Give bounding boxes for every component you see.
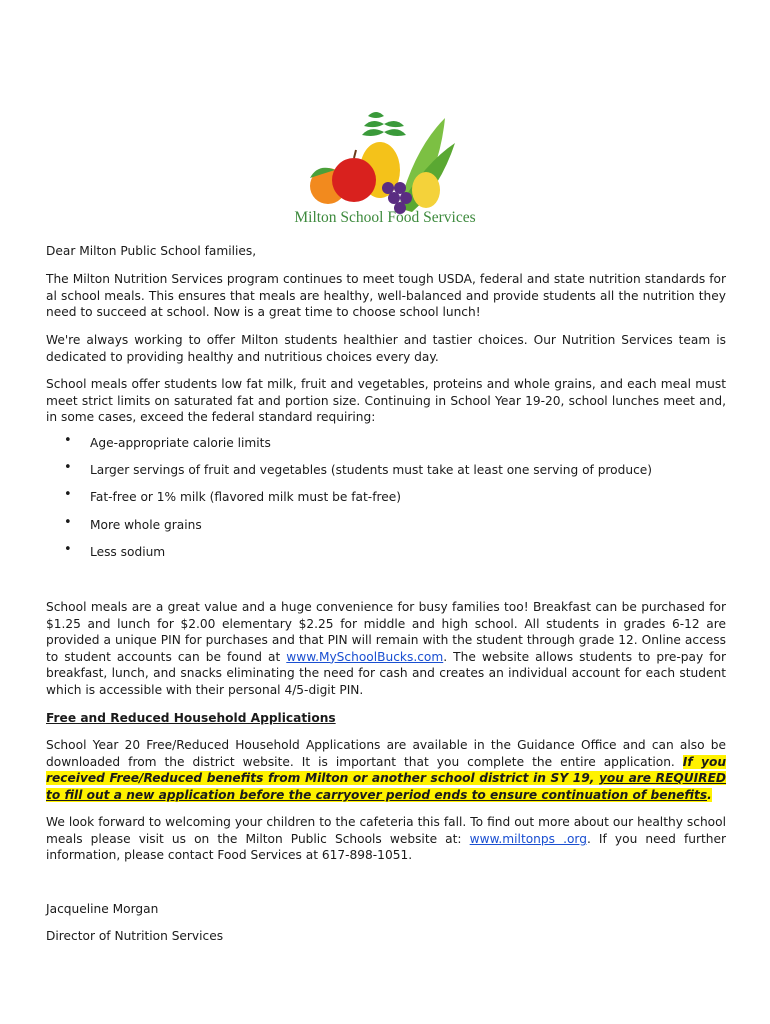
- paragraph-welcome: We look forward to welcoming your children to the cafeteria this fall. To find out more about our healthy school meals please visit us on the Milton Public Schools website at: www.miltonps .org. If you need further information, please contact Food Services at 617-898-1051.: [46, 815, 726, 863]
- paragraph-applications: School Year 20 Free/Reduced Household Applications are available in the Guidance Office and can also be downloaded from the district website. It is important that you complete the entire application. If you received Free/Reduced benefits from Milton or another school district in SY 19, you are REQUIRED to fill out a new application before the carryover period ends to ensure continuation of benefits.: [46, 738, 727, 802]
- letter-page: Milton School Food Services Dear Milton Public School families, The Milton Nutrition Services program continues to meet tough USDA, federal and state nutrition standards for al school meals. This ensures that meals are healthy, well-balanced and provide students all the nutrition they need to succeed at school. Now is a great time to choose school lunch! We're always working to offer Milton students healthier and tastier choices. Our Nutrition Services team is dedicated to providing healthy and nutritious choices every day. School meals offer students low fat milk, fruit and vegetables, proteins and whole grains, and each meal must meet strict limits on saturated fat and portion size. Continuing in School Year 19-20, school lunches meet and, in some cases, exceed the federal standard requiring: • Age-appropriate calorie limits • Larger servings of fruit and vegetables (students must take at least one serving of produce) • Fat-free or 1% milk (flavored milk must be fat-free) • More whole grains • Less sodium School meals are a great value and a huge convenience for busy families too! Breakfast can be purchased for $1.25 and lunch for $2.00 elementary $2.25 for middle and high school. All students in grades 6-12 are provided a unique PIN for purchases and that PIN will remain with the student through grade 12. Online access to student accounts can be found at www.MySchoolBucks.com. The website allows students to pre-pay for breakfast, lunch, and snacks eliminating the need for cash and creates an individual account for each student which is accessible with their personal 4/5-digit PIN. Free and Reduced Household Applications School Year 20 Free/Reduced Household Applications are available in the Guidance Office and can also be downloaded from the district website. It is important that you complete the entire application. If you received Free/Reduced benefits from Milton or another school district in SY 19, you are REQUIRED to fill out a new application before the carryover period ends to ensure continuation of benefits. We look forward to welcoming your children to the cafeteria this fall. To find out more about our healthy school meals please visit us on the Milton Public Schools website at: www.miltonps .org. If you need further information, please contact Food Services at 617-898-1051. Jacqueline Morgan Director of Nutrition Services: [0, 0, 770, 1024]
- logo-caption: Milton School Food Services: [294, 209, 476, 226]
- greeting: Dear Milton Public School families,: [46, 244, 257, 258]
- paragraph-value-and-pin: School meals are a great value and a huge convenience for busy families too! Breakfast can be purchased for $1.25 and lunch for $2.00 elementary $2.25 for middle and high school. All students in grades 6-12 are provided a unique PIN for purchases and that PIN will remain with the student through grade 12. Online access to student accounts can be found at www.MySchoolBucks.com. The website allows students to pre-pay for breakfast, lunch, and snacks eliminating the need for cash and creates an individual account for each student which is accessible with their personal 4/5-digit PIN.: [46, 600, 726, 697]
- paragraph-nutrition-standards: The Milton Nutrition Services program continues to meet tough USDA, federal and state nutrition standards for al school meals. This ensures that meals are healthy, well-balanced and provide students all the nutrition they need to succeed at school. Now is a great time to choose school lunch!: [46, 272, 726, 320]
- signature-title: Director of Nutrition Services: [46, 929, 224, 943]
- miltonps-link[interactable]: www.miltonps .org: [469, 831, 587, 846]
- signature-name: Jacqueline Morgan: [46, 902, 159, 916]
- paragraph-school-meals: School meals offer students low fat milk, fruit and vegetables, proteins and whole grains, and each meal must meet strict limits on saturated fat and portion size. Continuing in School Year 19-20, school lunches meet and, in some cases, exceed the federal standard requiring:: [46, 377, 726, 425]
- section-heading: Free and Reduced Household Applications: [46, 711, 336, 725]
- myschoolbucks-link[interactable]: www.MySchoolBucks.com: [286, 649, 444, 664]
- paragraph-healthier-choices: We're always working to offer Milton students healthier and tastier choices. Our Nutrition Services team is dedicated to providing healthy and nutritious choices every day.: [46, 333, 726, 364]
